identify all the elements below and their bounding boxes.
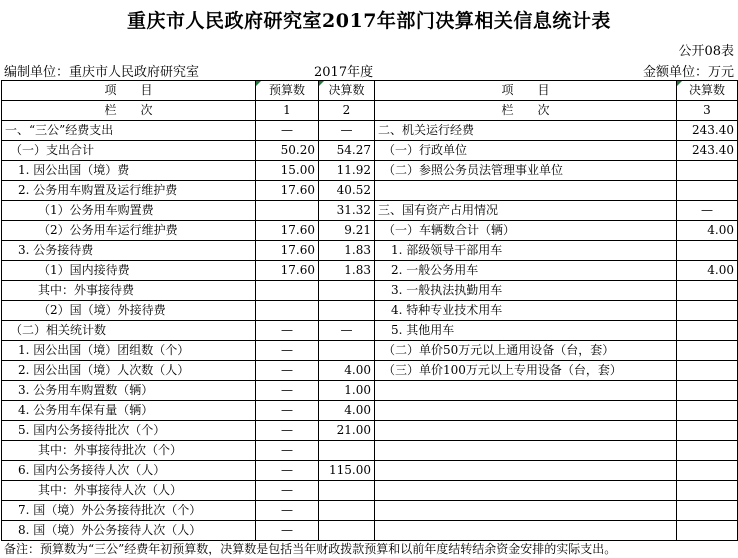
left-item: （二）相关统计数 xyxy=(2,321,256,341)
cell-marker-icon xyxy=(677,81,682,86)
left-item: 其中：外事接待人次（人） xyxy=(2,481,256,501)
right-final-value xyxy=(677,161,738,181)
right-final-value xyxy=(677,441,738,461)
column-index-row xyxy=(2,101,738,121)
header-budget: 预算数 xyxy=(256,81,319,101)
final-value: 40.52 xyxy=(319,181,375,201)
right-final-value xyxy=(677,301,738,321)
right-final-value xyxy=(677,381,738,401)
header-item: 项 目 xyxy=(2,81,256,101)
left-item: （一）支出合计 xyxy=(2,141,256,161)
budget-value: — xyxy=(256,341,319,361)
budget-value: 17.60 xyxy=(256,181,319,201)
final-value: 21.00 xyxy=(319,421,375,441)
final-value: 1.83 xyxy=(319,261,375,281)
right-final-value xyxy=(677,321,738,341)
column-3: 3 xyxy=(677,101,738,121)
table-row xyxy=(2,281,738,301)
right-final-value xyxy=(677,501,738,521)
right-final-value: 4.00 xyxy=(677,261,738,281)
budget-value: — xyxy=(256,121,319,141)
table-row xyxy=(2,181,738,201)
left-item: 2. 因公出国（境）人次数（人） xyxy=(2,361,256,381)
header-row xyxy=(2,81,738,101)
right-item: 3. 一般执法执勤用车 xyxy=(375,281,677,301)
right-item: 2. 一般公务用车 xyxy=(375,261,677,281)
right-final-value xyxy=(677,421,738,441)
right-item: （二）参照公务员法管理事业单位 xyxy=(375,161,677,181)
final-value: 1.83 xyxy=(319,241,375,261)
final-value xyxy=(319,441,375,461)
budget-value: — xyxy=(256,361,319,381)
final-value xyxy=(319,481,375,501)
final-value: 31.32 xyxy=(319,201,375,221)
right-final-value xyxy=(677,241,738,261)
right-final-value: 243.40 xyxy=(677,121,738,141)
right-item xyxy=(375,421,677,441)
budget-value: — xyxy=(256,381,319,401)
table-row xyxy=(2,341,738,361)
final-value: 9.21 xyxy=(319,221,375,241)
right-item: 5. 其他用车 xyxy=(375,321,677,341)
table-row xyxy=(2,241,738,261)
right-item xyxy=(375,401,677,421)
right-final-value xyxy=(677,401,738,421)
table-row xyxy=(2,521,738,541)
column-2: 2 xyxy=(319,101,375,121)
final-value xyxy=(319,521,375,541)
right-item xyxy=(375,441,677,461)
right-item xyxy=(375,481,677,501)
left-item: 其中：外事接待费 xyxy=(2,281,256,301)
left-item: （1）公务用车购置费 xyxy=(2,201,256,221)
final-value: — xyxy=(319,321,375,341)
budget-value: 50.20 xyxy=(256,141,319,161)
final-value: — xyxy=(319,121,375,141)
left-item: （2）公务用车运行维护费 xyxy=(2,221,256,241)
right-item: （一）行政单位 xyxy=(375,141,677,161)
budget-value: 17.60 xyxy=(256,221,319,241)
statistics-table xyxy=(1,80,738,541)
final-value: 11.92 xyxy=(319,161,375,181)
budget-value xyxy=(256,281,319,301)
report-year: 2017年度 xyxy=(314,65,374,80)
final-value: 4.00 xyxy=(319,401,375,421)
left-item: 3. 公务接待费 xyxy=(2,241,256,261)
left-item: 8. 国（境）外公务接待人次（人） xyxy=(2,521,256,541)
budget-value: 17.60 xyxy=(256,241,319,261)
header-final: 决算数 xyxy=(319,81,375,101)
budget-value xyxy=(256,201,319,221)
budget-value: 17.60 xyxy=(256,261,319,281)
right-item: 二、机关运行经费 xyxy=(375,121,677,141)
table-row xyxy=(2,301,738,321)
right-item: （一）车辆数合计（辆） xyxy=(375,221,677,241)
right-final-value: 4.00 xyxy=(677,221,738,241)
budget-value: — xyxy=(256,401,319,421)
right-item: （二）单价50万元以上通用设备（台，套） xyxy=(375,341,677,361)
column-label-right: 栏 次 xyxy=(375,101,677,121)
right-item xyxy=(375,521,677,541)
right-item: 三、国有资产占用情况 xyxy=(375,201,677,221)
budget-value: 15.00 xyxy=(256,161,319,181)
left-item: 6. 国内公务接待人次（人） xyxy=(2,461,256,481)
table-row xyxy=(2,401,738,421)
final-value xyxy=(319,341,375,361)
table-row xyxy=(2,421,738,441)
right-final-value xyxy=(677,481,738,501)
cell-marker-icon xyxy=(256,81,261,86)
left-item: 2. 公务用车购置及运行维护费 xyxy=(2,181,256,201)
unit-label: 编制单位：重庆市人民政府研究室 xyxy=(4,65,200,80)
left-item: 4. 公务用车保有量（辆） xyxy=(2,401,256,421)
left-item: （1）国内接待费 xyxy=(2,261,256,281)
table-row xyxy=(2,481,738,501)
right-final-value xyxy=(677,461,738,481)
header-final-right: 决算数 xyxy=(677,81,738,101)
budget-value: — xyxy=(256,481,319,501)
final-value xyxy=(319,301,375,321)
table-row xyxy=(2,201,738,221)
header-item-right: 项 目 xyxy=(375,81,677,101)
right-final-value xyxy=(677,341,738,361)
right-final-value xyxy=(677,361,738,381)
budget-value: — xyxy=(256,521,319,541)
left-item: 其中：外事接待批次（个） xyxy=(2,441,256,461)
table-row xyxy=(2,461,738,481)
final-value: 4.00 xyxy=(319,361,375,381)
right-final-value: 243.40 xyxy=(677,141,738,161)
budget-value: — xyxy=(256,321,319,341)
final-value xyxy=(319,501,375,521)
table-row xyxy=(2,441,738,461)
table-row xyxy=(2,121,738,141)
left-item: 一、“三公”经费支出 xyxy=(2,121,256,141)
right-item xyxy=(375,381,677,401)
right-item xyxy=(375,501,677,521)
final-value xyxy=(319,281,375,301)
form-code: 公开08表 xyxy=(678,44,734,59)
right-item: 1. 部级领导干部用车 xyxy=(375,241,677,261)
column-label: 栏 次 xyxy=(2,101,256,121)
right-item: 4. 特种专业技术用车 xyxy=(375,301,677,321)
cell-marker-icon xyxy=(319,81,324,86)
budget-value: — xyxy=(256,501,319,521)
money-unit: 金额单位：万元 xyxy=(642,65,734,80)
right-final-value xyxy=(677,281,738,301)
table-row xyxy=(2,161,738,181)
table-row xyxy=(2,261,738,281)
budget-value: — xyxy=(256,421,319,441)
column-1: 1 xyxy=(256,101,319,121)
left-item: 5. 国内公务接待批次（个） xyxy=(2,421,256,441)
final-value: 115.00 xyxy=(319,461,375,481)
budget-value: — xyxy=(256,441,319,461)
left-item: 3. 公务用车购置数（辆） xyxy=(2,381,256,401)
right-item xyxy=(375,181,677,201)
footnote: 备注：预算数为“三公”经费年初预算数，决算数是包括当年财政拨款预算和以前年度结转结余资金安排的实际支出。 xyxy=(4,542,617,556)
right-item xyxy=(375,461,677,481)
table-row xyxy=(2,221,738,241)
final-value: 54.27 xyxy=(319,141,375,161)
final-value: 1.00 xyxy=(319,381,375,401)
left-item: 1. 因公出国（境）费 xyxy=(2,161,256,181)
right-final-value: — xyxy=(677,201,738,221)
table-row xyxy=(2,361,738,381)
table-row xyxy=(2,321,738,341)
table-row xyxy=(2,141,738,161)
report-title: 重庆市人民政府研究室2017年部门决算相关信息统计表 xyxy=(127,10,611,32)
right-final-value xyxy=(677,181,738,201)
left-item: （2）国（境）外接待费 xyxy=(2,301,256,321)
left-item: 7. 国（境）外公务接待批次（个） xyxy=(2,501,256,521)
table-row xyxy=(2,381,738,401)
budget-value xyxy=(256,301,319,321)
budget-value: — xyxy=(256,461,319,481)
right-item: （三）单价100万元以上专用设备（台，套） xyxy=(375,361,677,381)
right-final-value xyxy=(677,521,738,541)
left-item: 1. 因公出国（境）团组数（个） xyxy=(2,341,256,361)
table-row xyxy=(2,501,738,521)
